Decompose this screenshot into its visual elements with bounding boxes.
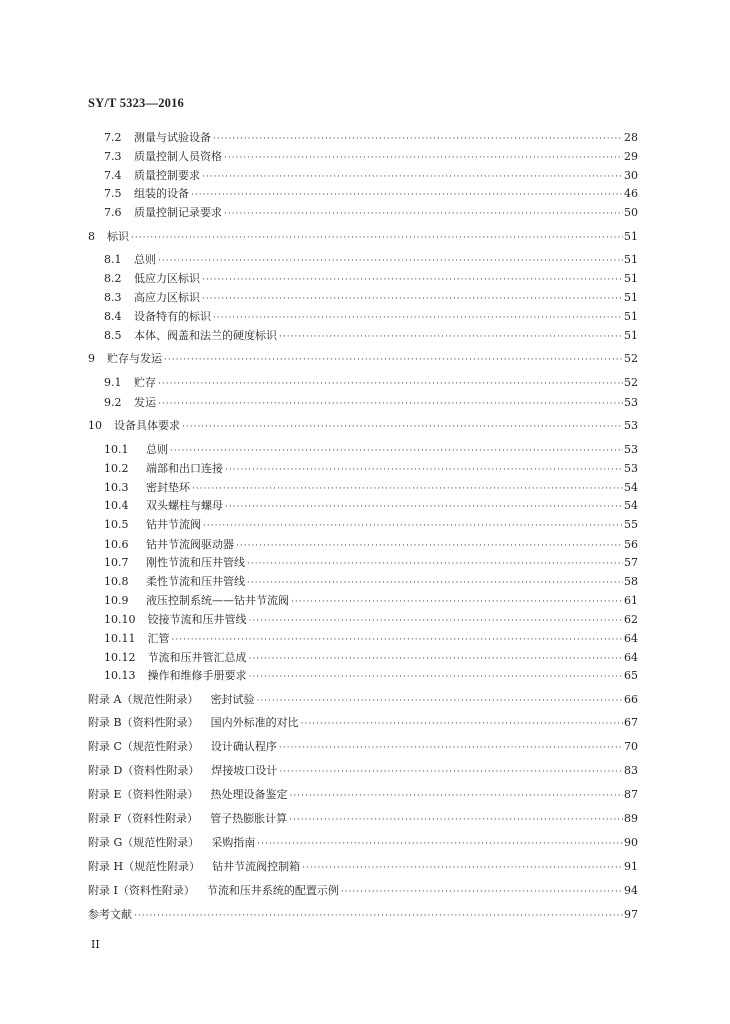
toc-entry-number: 10.8 — [104, 575, 129, 588]
dot-leader — [279, 329, 623, 345]
dot-leader — [236, 538, 623, 554]
toc-entry-page: 89 — [624, 812, 638, 825]
toc-entry[interactable] — [104, 168, 638, 184]
toc-entry-number: 10.11 — [104, 632, 136, 645]
toc-entry-title: 管子热膨胀计算 — [210, 812, 288, 825]
toc-entry-page: 53 — [624, 419, 638, 432]
toc-entry-page: 83 — [624, 764, 638, 777]
toc-entry-number: 7.6 — [104, 206, 122, 219]
dot-leader — [202, 169, 623, 185]
dot-leader — [225, 462, 623, 478]
dot-leader — [247, 556, 623, 572]
toc-entry-number: 10.12 — [104, 651, 136, 664]
toc-entry-page: 51 — [624, 310, 638, 323]
toc-entry-title: 热处理设备鉴定 — [210, 788, 288, 801]
toc-entry[interactable] — [88, 739, 638, 755]
toc-entry[interactable] — [104, 668, 638, 684]
toc-entry-page: 56 — [624, 538, 638, 551]
dot-leader — [290, 788, 623, 804]
dot-leader — [291, 594, 623, 610]
toc-entry[interactable] — [104, 612, 638, 628]
toc-entry-number: 10.3 — [104, 481, 129, 494]
toc-entry-title: 刚性节流和压井管线 — [146, 556, 245, 569]
dot-leader — [224, 150, 623, 166]
toc-entry-number: 8.2 — [104, 272, 122, 285]
toc-entry-title: 贮存与发运 — [107, 352, 162, 365]
toc-entry-page: 65 — [624, 669, 638, 682]
toc-entry-title: 测量与试验设备 — [134, 131, 211, 144]
toc-entry-title: 贮存 — [134, 376, 156, 389]
toc-entry-title: 质量控制记录要求 — [134, 206, 222, 219]
toc-entry[interactable] — [104, 555, 638, 571]
dot-leader — [301, 716, 623, 732]
toc-entry[interactable] — [104, 149, 638, 165]
toc-entry-title: 参考文献 — [88, 908, 132, 921]
toc-entry-number: 10.4 — [104, 499, 129, 512]
dot-leader — [256, 693, 623, 709]
dot-leader — [131, 230, 623, 246]
standard-code: SY/T 5323—2016 — [88, 96, 184, 110]
dot-leader — [225, 499, 623, 515]
toc-entry[interactable] — [104, 480, 638, 496]
dot-leader — [341, 884, 623, 900]
toc-entry-page: 91 — [624, 860, 638, 873]
toc-entry-number: 10.9 — [104, 594, 129, 607]
toc-entry-title: 总则 — [134, 253, 156, 266]
toc-entry[interactable] — [104, 290, 638, 306]
toc-entry-page: 51 — [624, 329, 638, 342]
toc-entry-title: 设计确认程序 — [210, 740, 277, 753]
toc-entry[interactable] — [88, 692, 638, 708]
toc-entry-page: 55 — [624, 518, 638, 531]
toc-entry-number: 附录 F（资料性附录） — [88, 812, 199, 825]
toc-entry-title: 柔性节流和压井管线 — [146, 575, 245, 588]
toc-entry-title: 采购指南 — [211, 836, 256, 849]
toc-entry[interactable] — [104, 205, 638, 221]
toc-entry-title: 标识 — [107, 230, 129, 243]
toc-entry-title: 操作和维修手册要求 — [147, 669, 247, 682]
toc-entry-page: 53 — [624, 462, 638, 475]
toc-entry[interactable] — [88, 835, 638, 851]
toc-entry-number: 8.1 — [104, 253, 122, 266]
toc-entry-page: 87 — [624, 788, 638, 801]
toc-entry-page: 52 — [624, 352, 638, 365]
toc-entry[interactable] — [104, 498, 638, 514]
toc-entry-title: 密封试验 — [210, 693, 255, 706]
toc-entry-title: 焊接坡口设计 — [211, 764, 278, 777]
toc-entry-title: 组装的设备 — [134, 187, 189, 200]
toc-entry-number: 7.3 — [104, 150, 122, 163]
toc-entry-page: 57 — [624, 556, 638, 569]
toc-entry-page: 97 — [624, 908, 638, 921]
toc-entry-number: 附录 D（资料性附录） — [88, 764, 200, 777]
dot-leader — [202, 272, 623, 288]
toc-entry-number: 10.7 — [104, 556, 129, 569]
toc-entry-page: 30 — [624, 169, 638, 182]
toc-entry-number: 9.2 — [104, 396, 122, 409]
toc-entry-page: 29 — [624, 150, 638, 163]
toc-entry-title: 钻井节流阀控制箱 — [212, 860, 301, 873]
dot-leader — [158, 396, 623, 412]
toc-entry[interactable] — [88, 787, 638, 803]
toc-entry-page: 54 — [624, 499, 638, 512]
dot-leader — [213, 310, 623, 326]
toc-entry-title: 总则 — [146, 443, 168, 456]
toc-entry-page: 53 — [624, 443, 638, 456]
toc-entry-page: 51 — [624, 272, 638, 285]
toc-entry-page: 46 — [624, 187, 638, 200]
toc-entry[interactable] — [88, 883, 638, 899]
toc-entry[interactable] — [88, 715, 638, 731]
toc-entry-page: 64 — [624, 632, 638, 645]
toc-entry-number: 附录 G（规范性附录） — [88, 836, 200, 849]
toc-entry-title: 质量控制人员资格 — [134, 150, 222, 163]
toc-entry-page: 28 — [624, 131, 638, 144]
toc-entry-number: 10 — [88, 419, 102, 432]
toc-entry[interactable] — [104, 328, 638, 344]
dot-leader — [192, 481, 623, 497]
toc-entry-title: 钻井节流阀 — [146, 518, 201, 531]
dot-leader — [247, 575, 623, 591]
toc-entry-number: 10.13 — [104, 669, 136, 682]
toc-entry[interactable] — [104, 252, 638, 268]
toc-entry-title: 低应力区标识 — [134, 272, 200, 285]
toc-entry[interactable] — [88, 229, 638, 245]
dot-leader — [224, 206, 623, 222]
toc-entry-number: 10.1 — [104, 443, 129, 456]
toc-entry-title: 节流和压井管汇总成 — [147, 651, 247, 664]
toc-entry[interactable] — [104, 461, 638, 477]
toc-entry-page: 54 — [624, 481, 638, 494]
toc-entry[interactable] — [88, 859, 638, 875]
toc-entry-page: 51 — [624, 253, 638, 266]
toc-entry-title: 端部和出口连接 — [146, 462, 223, 475]
toc-entry-page: 50 — [624, 206, 638, 219]
toc-entry-number: 8.4 — [104, 310, 122, 323]
toc-entry[interactable] — [88, 351, 638, 367]
toc-entry[interactable] — [104, 130, 638, 146]
toc-entry-page: 51 — [624, 230, 638, 243]
dot-leader — [158, 253, 623, 269]
toc-entry-number: 7.5 — [104, 187, 122, 200]
toc-entry-number: 10.2 — [104, 462, 129, 475]
dot-leader — [257, 836, 623, 852]
toc-entry-page: 70 — [624, 740, 638, 753]
toc-entry[interactable] — [88, 418, 638, 434]
toc-entry-title: 国内外标准的对比 — [210, 716, 299, 729]
toc-entry[interactable] — [104, 186, 638, 202]
toc-entry-title: 汇管 — [147, 632, 170, 645]
toc-entry-title: 钻井节流阀驱动器 — [146, 538, 234, 551]
toc-entry[interactable] — [104, 593, 638, 609]
dot-leader — [249, 669, 624, 685]
dot-leader — [172, 632, 624, 648]
dot-leader — [279, 740, 623, 756]
dot-leader — [170, 443, 623, 459]
toc-entry[interactable] — [104, 375, 638, 391]
toc-entry-number: 10.5 — [104, 518, 129, 531]
toc-entry-number: 10.10 — [104, 613, 136, 626]
toc-entry-page: 62 — [624, 613, 638, 626]
dot-leader — [182, 419, 623, 435]
toc-entry-title: 设备具体要求 — [114, 419, 180, 432]
dot-leader — [158, 376, 623, 392]
dot-leader — [191, 187, 623, 203]
toc-entry-number: 附录 I（资料性附录） — [88, 884, 195, 897]
dot-leader — [289, 812, 623, 828]
toc-entry-number: 9 — [88, 352, 95, 365]
dot-leader — [164, 352, 623, 368]
toc-entry-number: 9.1 — [104, 376, 122, 389]
toc-entry-page: 58 — [624, 575, 638, 588]
toc-entry-page: 94 — [624, 884, 638, 897]
toc-entry[interactable] — [104, 650, 638, 666]
toc-entry[interactable] — [104, 442, 638, 458]
toc-entry[interactable] — [104, 631, 638, 647]
toc-entry[interactable] — [88, 811, 638, 827]
toc-entry-number: 7.4 — [104, 169, 122, 182]
toc-entry-number: 附录 B（资料性附录） — [88, 716, 199, 729]
toc-entry-title: 节流和压井系统的配置示例 — [206, 884, 339, 897]
toc-entry-title: 高应力区标识 — [134, 291, 200, 304]
toc-entry-title: 双头螺柱与螺母 — [146, 499, 223, 512]
dot-leader — [249, 613, 624, 629]
toc-entry[interactable] — [88, 763, 638, 779]
dot-leader — [302, 860, 623, 876]
dot-leader — [203, 518, 623, 534]
toc-entry[interactable] — [88, 907, 638, 923]
toc-entry-number: 附录 H（规范性附录） — [88, 860, 201, 873]
toc-entry-page: 67 — [624, 716, 638, 729]
toc-entry-title: 密封垫环 — [146, 481, 190, 494]
toc-entry-number: 7.2 — [104, 131, 122, 144]
toc-entry-page: 66 — [624, 693, 638, 706]
toc-entry-number: 8 — [88, 230, 95, 243]
toc-entry[interactable] — [104, 574, 638, 590]
toc-entry-page: 61 — [624, 594, 638, 607]
toc-entry-number: 8.5 — [104, 329, 122, 342]
dot-leader — [134, 908, 623, 924]
toc-entry[interactable] — [104, 271, 638, 287]
toc-entry-page: 90 — [624, 836, 638, 849]
toc-entry-number: 附录 E（资料性附录） — [88, 788, 199, 801]
toc-entry-number: 附录 C（规范性附录） — [88, 740, 199, 753]
toc-entry-number: 附录 A（规范性附录） — [88, 693, 199, 706]
toc-entry-title: 液压控制系统——钻井节流阀 — [146, 594, 289, 607]
toc-entry-number: 10.6 — [104, 538, 129, 551]
toc-entry-page: 64 — [624, 651, 638, 664]
toc-entry-number: 8.3 — [104, 291, 122, 304]
dot-leader — [213, 131, 623, 147]
toc-entry-title: 设备特有的标识 — [134, 310, 211, 323]
toc-entry[interactable] — [104, 395, 638, 411]
toc-entry[interactable] — [104, 537, 638, 553]
toc-entry[interactable] — [104, 517, 638, 533]
toc-entry[interactable] — [104, 309, 638, 325]
toc-entry-page: 53 — [624, 396, 638, 409]
toc-entry-title: 质量控制要求 — [134, 169, 200, 182]
toc-entry-title: 发运 — [134, 396, 156, 409]
dot-leader — [202, 291, 623, 307]
toc-entry-title: 铰接节流和压井管线 — [147, 613, 247, 626]
toc-entry-page: 51 — [624, 291, 638, 304]
page-number: II — [91, 938, 100, 951]
toc-entry-page: 52 — [624, 376, 638, 389]
toc-entry-title: 本体、阀盖和法兰的硬度标识 — [134, 329, 277, 342]
dot-leader — [249, 651, 624, 667]
dot-leader — [279, 764, 623, 780]
